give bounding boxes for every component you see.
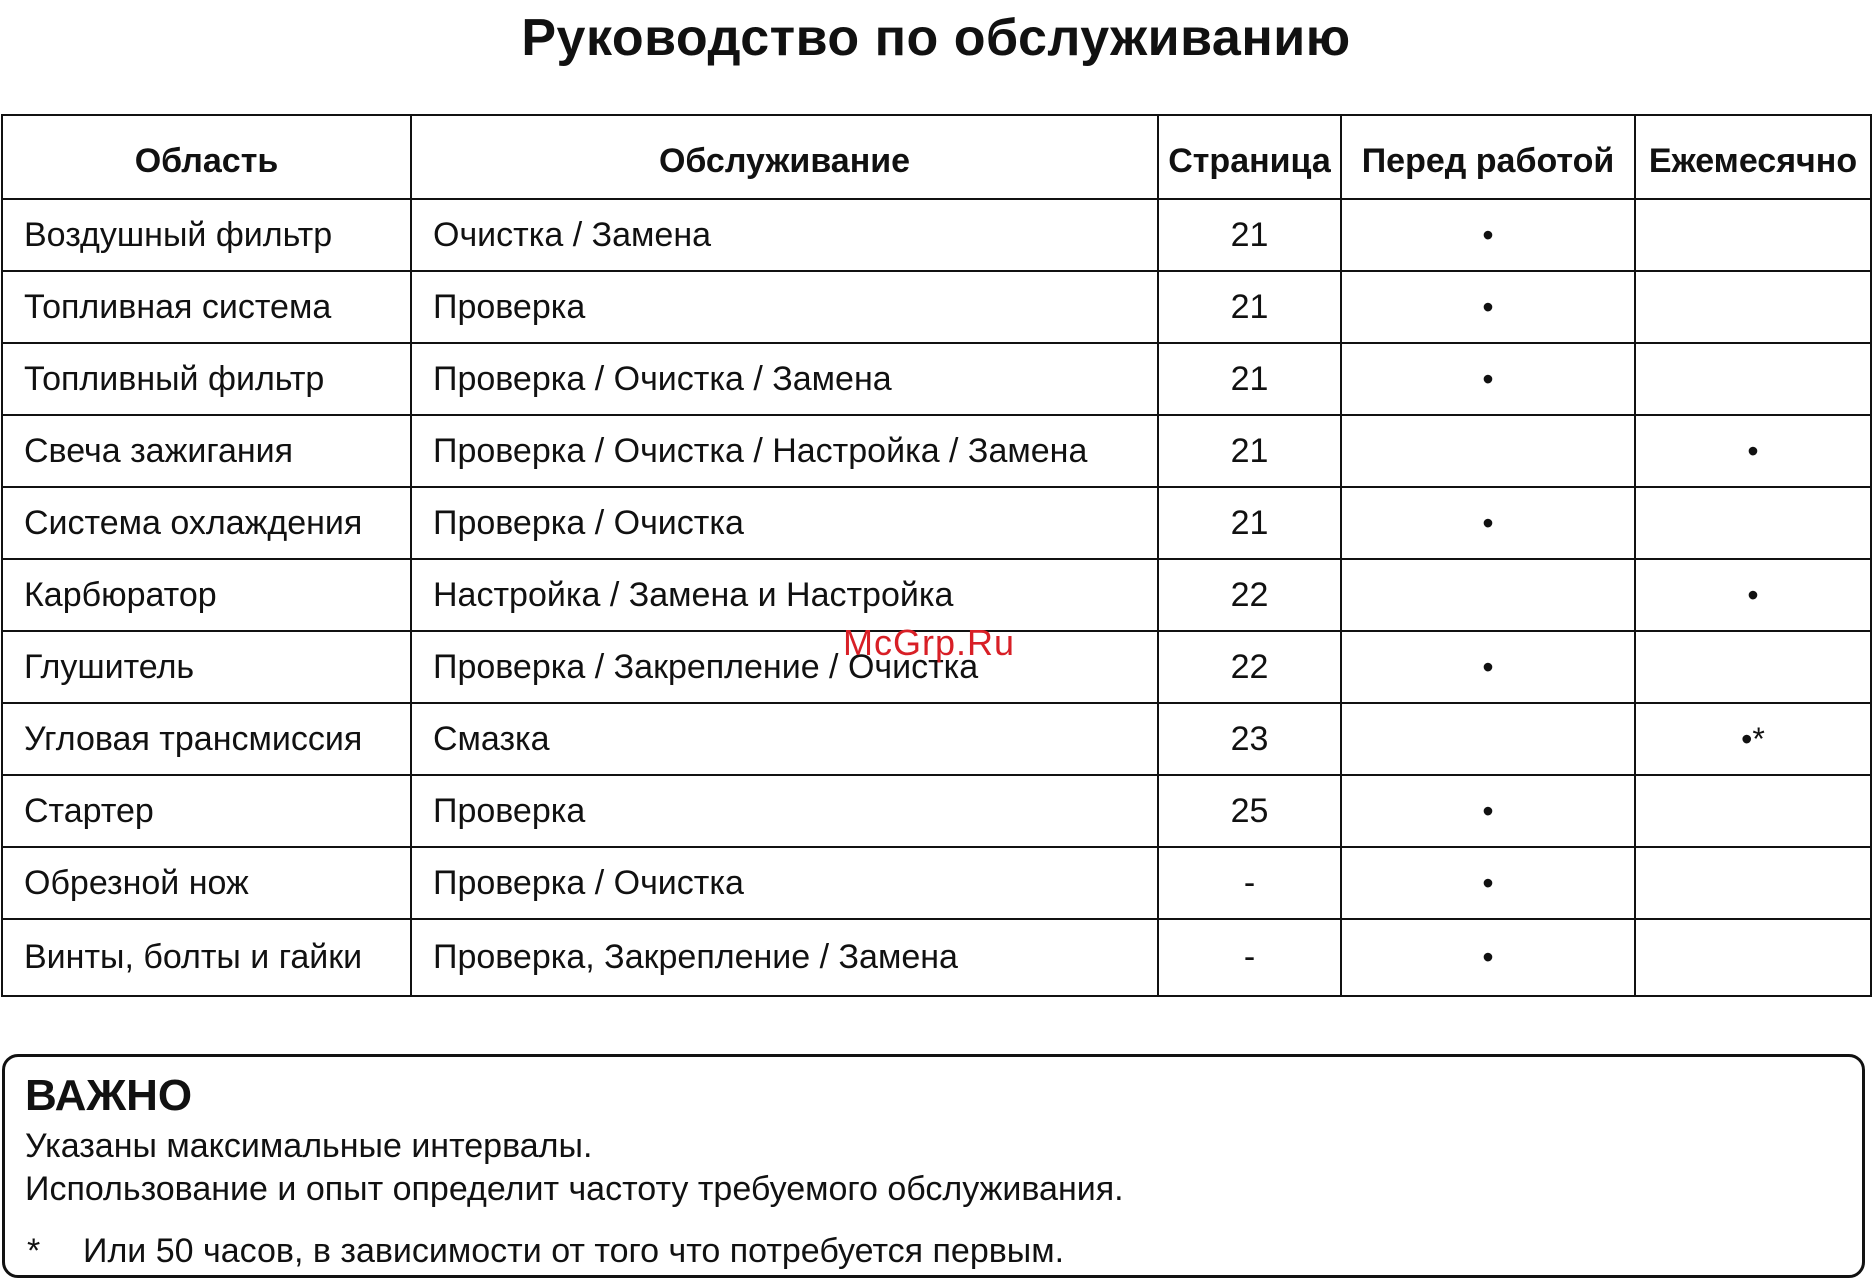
cell-page: 21 (1158, 415, 1341, 487)
cell-monthly (1635, 775, 1871, 847)
table-row (2, 199, 1871, 271)
cell-monthly (1635, 343, 1871, 415)
cell-before-work: • (1341, 919, 1635, 996)
table-row (2, 703, 1871, 775)
table-header-row (2, 115, 1871, 199)
watermark: McGrp.Ru (843, 622, 1016, 663)
cell-before-work: • (1341, 847, 1635, 919)
cell-area: Глушитель (2, 631, 411, 703)
cell-page: 21 (1158, 343, 1341, 415)
table-row (2, 271, 1871, 343)
cell-before-work (1341, 703, 1635, 775)
maintenance-table (1, 114, 1872, 997)
cell-before-work: • (1341, 487, 1635, 559)
cell-area: Воздушный фильтр (2, 199, 411, 271)
cell-page: 22 (1158, 559, 1341, 631)
cell-area: Стартер (2, 775, 411, 847)
cell-area: Свеча зажигания (2, 415, 411, 487)
cell-service: Проверка, Закрепление / Замена (411, 919, 1158, 996)
cell-monthly: • (1635, 559, 1871, 631)
table-row (2, 415, 1871, 487)
footnote-text: Или 50 часов, в зависимости от того что потребуется первым. (83, 1232, 1065, 1270)
column-header-monthly: Ежемесячно (1635, 115, 1871, 199)
cell-before-work: • (1341, 199, 1635, 271)
cell-page: - (1158, 919, 1341, 996)
cell-service: Смазка (411, 703, 1158, 775)
cell-service: Проверка / Закрепление / Очистка (411, 631, 1158, 703)
page-title: Руководство по обслуживанию (521, 9, 1351, 67)
cell-monthly (1635, 631, 1871, 703)
notice-text-line: Указаны максимальные интервалы. (25, 1127, 593, 1165)
table-row (2, 847, 1871, 919)
cell-before-work: • (1341, 271, 1635, 343)
cell-service: Проверка (411, 775, 1158, 847)
cell-before-work (1341, 559, 1635, 631)
cell-area: Угловая трансмиссия (2, 703, 411, 775)
cell-before-work: • (1341, 343, 1635, 415)
column-header-before-work: Перед работой (1341, 115, 1635, 199)
cell-service: Очистка / Замена (411, 199, 1158, 271)
cell-service: Проверка / Очистка / Замена (411, 343, 1158, 415)
cell-service: Проверка / Очистка (411, 487, 1158, 559)
important-notice-box (2, 1054, 1865, 1278)
cell-service: Настройка / Замена и Настройка (411, 559, 1158, 631)
cell-monthly: •* (1635, 703, 1871, 775)
table-row (2, 775, 1871, 847)
notice-text-line: Использование и опыт определит частоту требуемого обслуживания. (25, 1170, 1124, 1208)
cell-monthly (1635, 271, 1871, 343)
cell-area: Обрезной нож (2, 847, 411, 919)
cell-area: Топливный фильтр (2, 343, 411, 415)
cell-page: - (1158, 847, 1341, 919)
cell-before-work: • (1341, 775, 1635, 847)
table-row (2, 343, 1871, 415)
table-row (2, 559, 1871, 631)
cell-before-work: • (1341, 631, 1635, 703)
cell-monthly (1635, 847, 1871, 919)
cell-page: 25 (1158, 775, 1341, 847)
cell-area: Система охлаждения (2, 487, 411, 559)
column-header-service: Обслуживание (411, 115, 1158, 199)
table-row (2, 919, 1871, 996)
cell-page: 21 (1158, 487, 1341, 559)
cell-monthly (1635, 199, 1871, 271)
cell-monthly: • (1635, 415, 1871, 487)
cell-service: Проверка / Очистка / Настройка / Замена (411, 415, 1158, 487)
cell-area: Карбюратор (2, 559, 411, 631)
cell-page: 21 (1158, 199, 1341, 271)
footnote-mark: * (27, 1232, 41, 1270)
cell-area: Винты, болты и гайки (2, 919, 411, 996)
cell-page: 21 (1158, 271, 1341, 343)
cell-before-work (1341, 415, 1635, 487)
cell-page: 22 (1158, 631, 1341, 703)
column-header-page: Страница (1158, 115, 1341, 199)
cell-monthly (1635, 487, 1871, 559)
cell-monthly (1635, 919, 1871, 996)
cell-page: 23 (1158, 703, 1341, 775)
table-row (2, 487, 1871, 559)
column-header-area: Область (2, 115, 411, 199)
cell-area: Топливная система (2, 271, 411, 343)
cell-service: Проверка (411, 271, 1158, 343)
cell-service: Проверка / Очистка (411, 847, 1158, 919)
notice-title: ВАЖНО (25, 1071, 193, 1120)
